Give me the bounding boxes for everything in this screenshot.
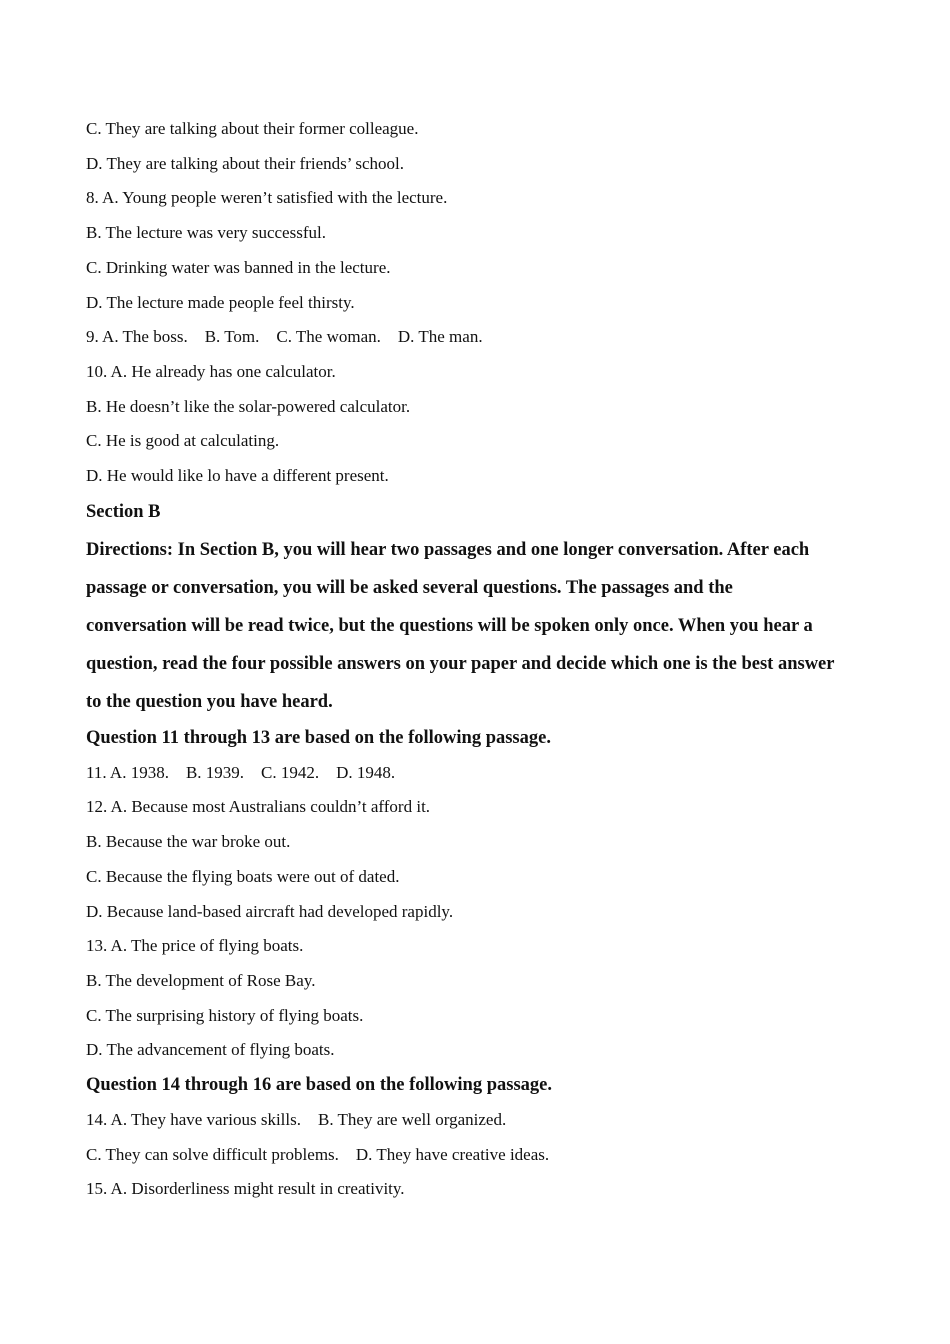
- answer-option: B. Because the war broke out.: [86, 832, 291, 852]
- answer-option: C. He is good at calculating.: [86, 431, 280, 451]
- section-b-title: Section B: [86, 501, 161, 522]
- answer-option: C. They are talking about their former colleague.: [86, 119, 419, 138]
- directions-line: conversation will be read twice, but the questions will be spoken only once. When you hear a: [86, 615, 813, 636]
- question-14: 14. A. They have various skills. B. They are well organized.: [86, 1110, 507, 1130]
- directions-line: question, read the four possible answers on your paper and decide which one is the best answer: [86, 653, 835, 674]
- answer-option: C. The surprising history of flying boats.: [86, 1005, 364, 1025]
- section-b-directions: [86, 531, 876, 721]
- answer-option: D. Because land-based aircraft had developed rapidly.: [86, 901, 454, 921]
- question-12: 12. A. Because most Australians couldn’t afford it.: [86, 797, 431, 817]
- page-content: [86, 112, 876, 1207]
- answer-option: B. The lecture was very successful.: [86, 223, 326, 243]
- answer-option: D. They are talking about their friends’ school.: [86, 153, 405, 173]
- directions-line: passage or conversation, you will be asked several questions. The passages and the: [86, 577, 733, 598]
- answer-option: D. He would like lo have a different present.: [86, 466, 389, 486]
- answer-option: C. Drinking water was banned in the lecture.: [86, 257, 391, 277]
- directions-line: to the question you have heard.: [86, 691, 333, 712]
- question-10: 10. A. He already has one calculator.: [86, 361, 336, 381]
- answer-option: D. The advancement of flying boats.: [86, 1040, 335, 1060]
- question-9: 9. A. The boss. B. Tom. C. The woman. D. The man.: [86, 327, 483, 347]
- answer-option: C. Because the flying boats were out of dated.: [86, 866, 400, 886]
- answer-option: B. The development of Rose Bay.: [86, 970, 316, 990]
- passage-1-heading: Question 11 through 13 are based on the following passage.: [86, 727, 551, 748]
- answer-option: D. The lecture made people feel thirsty.: [86, 292, 355, 312]
- passage-2-heading: Question 14 through 16 are based on the following passage.: [86, 1075, 552, 1096]
- directions-line: Directions: In Section B, you will hear two passages and one longer conversation. After each: [86, 539, 810, 560]
- question-15: 15. A. Disorderliness might result in creativity.: [86, 1179, 405, 1199]
- question-13: 13. A. The price of flying boats.: [86, 936, 304, 956]
- question-11: 11. A. 1938. B. 1939. C. 1942. D. 1948.: [86, 762, 396, 782]
- answer-option: C. They can solve difficult problems. D. They have creative ideas.: [86, 1144, 550, 1164]
- question-8: 8. A. Young people weren’t satisfied with the lecture.: [86, 188, 448, 208]
- answer-option: B. He doesn’t like the solar-powered calculator.: [86, 396, 411, 416]
